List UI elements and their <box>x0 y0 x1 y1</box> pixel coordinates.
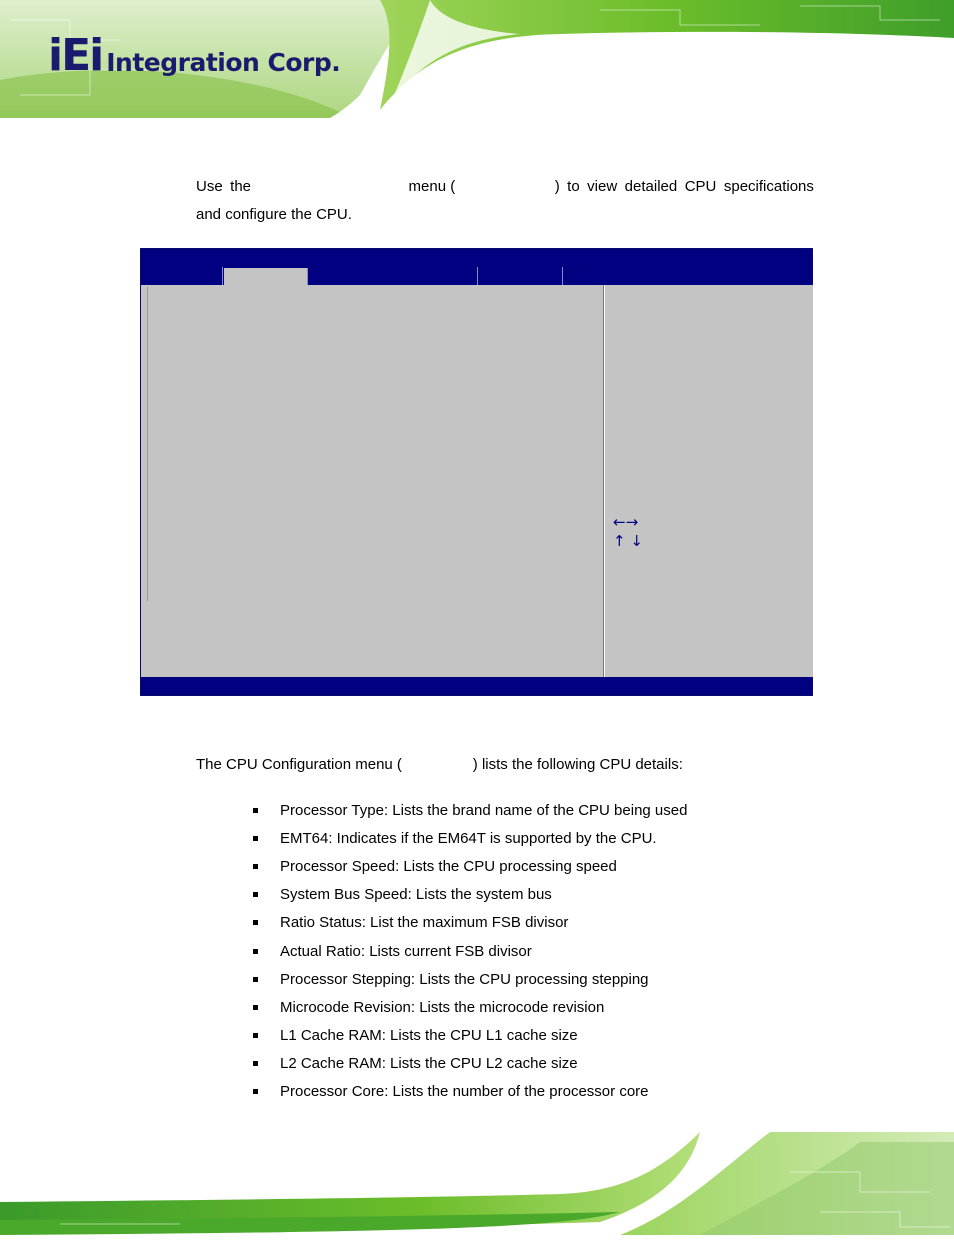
left-right-arrows-icon: ←→ <box>613 513 639 531</box>
up-down-arrows-icon: ↑ ↓ <box>613 532 643 550</box>
intro-word: ) <box>554 178 560 195</box>
list-item-text: EMT64: Indicates if the EM64T is supported by the CPU. <box>280 830 657 848</box>
bios-key-legend <box>613 513 643 551</box>
bios-title-bar <box>141 249 812 267</box>
bios-status-bar <box>141 677 812 695</box>
logo-wordmark: Integration Corp. <box>106 48 341 77</box>
intro-word: CPU <box>684 178 717 195</box>
bios-screen <box>140 248 813 696</box>
details-intro: The CPU Configuration menu ( ) lists the following CPU details: <box>196 756 683 773</box>
list-item-text: Actual Ratio: Lists current FSB divisor <box>280 942 532 960</box>
intro-word: Use <box>196 178 223 195</box>
list-item-text: Processor Speed: Lists the CPU processing speed <box>280 858 617 876</box>
bios-tab[interactable] <box>563 267 812 285</box>
bullet-icon <box>253 920 258 925</box>
bios-help-panel <box>604 285 813 677</box>
intro-word: view <box>587 178 618 195</box>
list-item-text: Processor Type: Lists the brand name of the CPU being used <box>280 802 688 819</box>
bios-tab[interactable] <box>141 267 223 285</box>
intro-word: detailed <box>624 178 678 195</box>
bios-tab[interactable] <box>308 267 478 285</box>
list-item-text: Processor Core: Lists the number of the processor core <box>280 1083 649 1100</box>
intro-word: specifications <box>723 178 814 195</box>
bullet-icon <box>253 864 258 869</box>
bios-tab[interactable] <box>478 267 563 285</box>
bullet-icon <box>253 836 258 841</box>
bios-panel-edge <box>147 287 148 601</box>
list-item-text: Microcode Revision: Lists the microcode revision <box>280 998 605 1016</box>
list-item-text: Processor Stepping: Lists the CPU processing stepping <box>280 970 649 988</box>
bios-tab-active[interactable] <box>224 268 308 285</box>
header-banner <box>0 0 954 118</box>
bullet-icon <box>253 977 258 982</box>
footer-banner <box>0 1132 954 1235</box>
bullet-icon <box>253 1089 258 1094</box>
bullet-icon <box>253 808 258 813</box>
bullet-icon <box>253 1005 258 1010</box>
intro-paragraph <box>196 173 814 229</box>
list-item-text: L1 Cache RAM: Lists the CPU L1 cache size <box>280 1026 578 1044</box>
bios-menu-tabs <box>141 267 812 285</box>
footer-banner-graphic <box>0 1132 954 1235</box>
bullet-icon <box>253 1061 258 1066</box>
bios-main-panel <box>142 285 604 677</box>
bullet-icon <box>253 892 258 897</box>
intro-word: the <box>230 178 252 195</box>
company-logo <box>48 28 341 81</box>
bullet-icon <box>253 1033 258 1038</box>
bullet-icon <box>253 949 258 954</box>
intro-word: to <box>567 178 580 195</box>
intro-word: menu ( <box>408 178 456 195</box>
list-item-text: System Bus Speed: Lists the system bus <box>280 886 552 904</box>
list-item-text: Ratio Status: List the maximum FSB divisor <box>280 914 569 932</box>
intro-line-1 <box>196 173 814 201</box>
logo-mark: iEi <box>48 30 103 81</box>
intro-line-2: and configure the CPU. <box>196 206 352 223</box>
list-item-text: L2 Cache RAM: Lists the CPU L2 cache size <box>280 1054 578 1072</box>
